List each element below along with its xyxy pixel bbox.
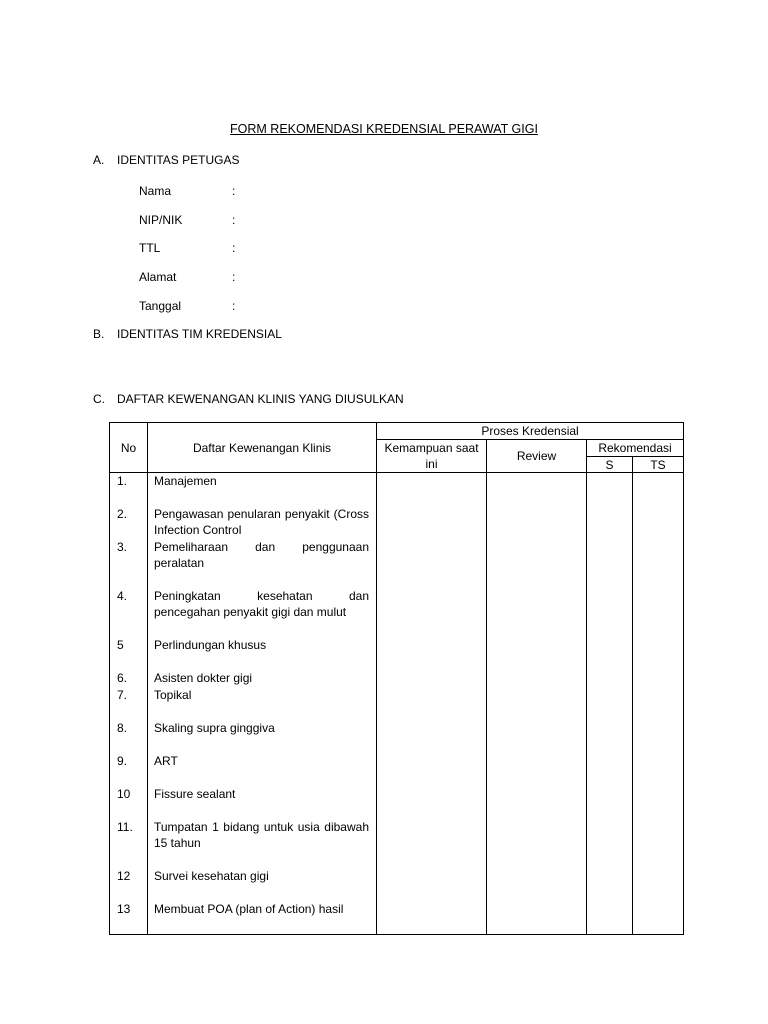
section-c-number: C. (93, 392, 105, 406)
header-rekomendasi: Rekomendasi (587, 440, 684, 457)
kewenangan-table (109, 422, 684, 935)
row-number: 11. (117, 820, 133, 834)
kewenangan-item: Membuat POA (plan of Action) hasil (154, 902, 344, 916)
item-column (148, 473, 377, 935)
field-separator: : (232, 184, 236, 198)
field-ttl (139, 241, 235, 255)
field-label: NIP/NIK (139, 213, 183, 227)
field-separator: : (232, 299, 236, 313)
row-number: 2. (117, 507, 128, 521)
section-b (93, 327, 282, 341)
no-column (110, 473, 148, 935)
kewenangan-item: Topikal (154, 688, 192, 702)
kewenangan-item: Manajemen (154, 474, 217, 488)
s-column[interactable] (587, 473, 633, 935)
kewenangan-item: Skaling supra ginggiva (154, 721, 275, 735)
row-number: 10 (117, 787, 131, 801)
header-no: No (110, 423, 148, 473)
row-number: 9. (117, 754, 128, 768)
section-b-label: IDENTITAS TIM KREDENSIAL (117, 327, 282, 341)
kewenangan-item: Tumpatan 1 bidang untuk usia dibawah 15 tahun (154, 820, 369, 850)
header-ts: TS (633, 457, 684, 473)
field-label: Nama (139, 184, 172, 198)
field-tanggal (139, 299, 235, 313)
ts-column[interactable] (633, 473, 684, 935)
header-daftar: Daftar Kewenangan Klinis (148, 423, 377, 473)
field-label: TTL (139, 241, 161, 255)
row-number: 5 (117, 638, 124, 652)
field-separator: : (232, 241, 236, 255)
kewenangan-item: Pemeliharaan dan penggunaan peralatan (154, 540, 369, 570)
row-number: 1. (117, 474, 128, 488)
kewenangan-item: ART (154, 754, 178, 768)
kewenangan-item: Peningkatan kesehatan dan pencegahan penyakit gigi dan mulut (154, 589, 369, 619)
field-separator: : (232, 213, 236, 227)
kewenangan-item: Perlindungan khusus (154, 638, 267, 652)
field-label: Alamat (139, 270, 177, 284)
header-proses-kredensial: Proses Kredensial (377, 423, 684, 440)
kewenangan-item: Survei kesehatan gigi (154, 869, 269, 883)
kewenangan-item: Pengawasan penularan penyakit (Cross Infection Control (154, 507, 369, 537)
header-s: S (587, 457, 633, 473)
field-label: Tanggal (139, 299, 182, 313)
header-kemampuan: Kemampuan saat ini (377, 440, 487, 473)
section-a (93, 153, 239, 167)
kewenangan-item: Fissure sealant (154, 787, 236, 801)
row-number: 3. (117, 540, 128, 554)
row-number: 7. (117, 688, 128, 702)
review-column[interactable] (487, 473, 587, 935)
field-separator: : (232, 270, 236, 284)
row-number: 13 (117, 902, 131, 916)
section-a-label: IDENTITAS PETUGAS (117, 153, 240, 167)
kemampuan-column[interactable] (377, 473, 487, 935)
field-nama (139, 184, 235, 198)
field-alamat (139, 270, 235, 284)
row-number: 8. (117, 721, 128, 735)
kewenangan-item: Asisten dokter gigi (154, 671, 253, 685)
form-title: FORM REKOMENDASI KREDENSIAL PERAWAT GIGI (230, 122, 538, 136)
row-number: 4. (117, 589, 128, 603)
row-number: 6. (117, 671, 128, 685)
section-c (93, 392, 404, 406)
section-b-number: B. (93, 327, 105, 341)
field-nip-nik (139, 213, 235, 227)
section-c-label: DAFTAR KEWENANGAN KLINIS YANG DIUSULKAN (117, 392, 404, 406)
header-review: Review (487, 440, 587, 473)
section-a-number: A. (93, 153, 105, 167)
row-number: 12 (117, 869, 131, 883)
